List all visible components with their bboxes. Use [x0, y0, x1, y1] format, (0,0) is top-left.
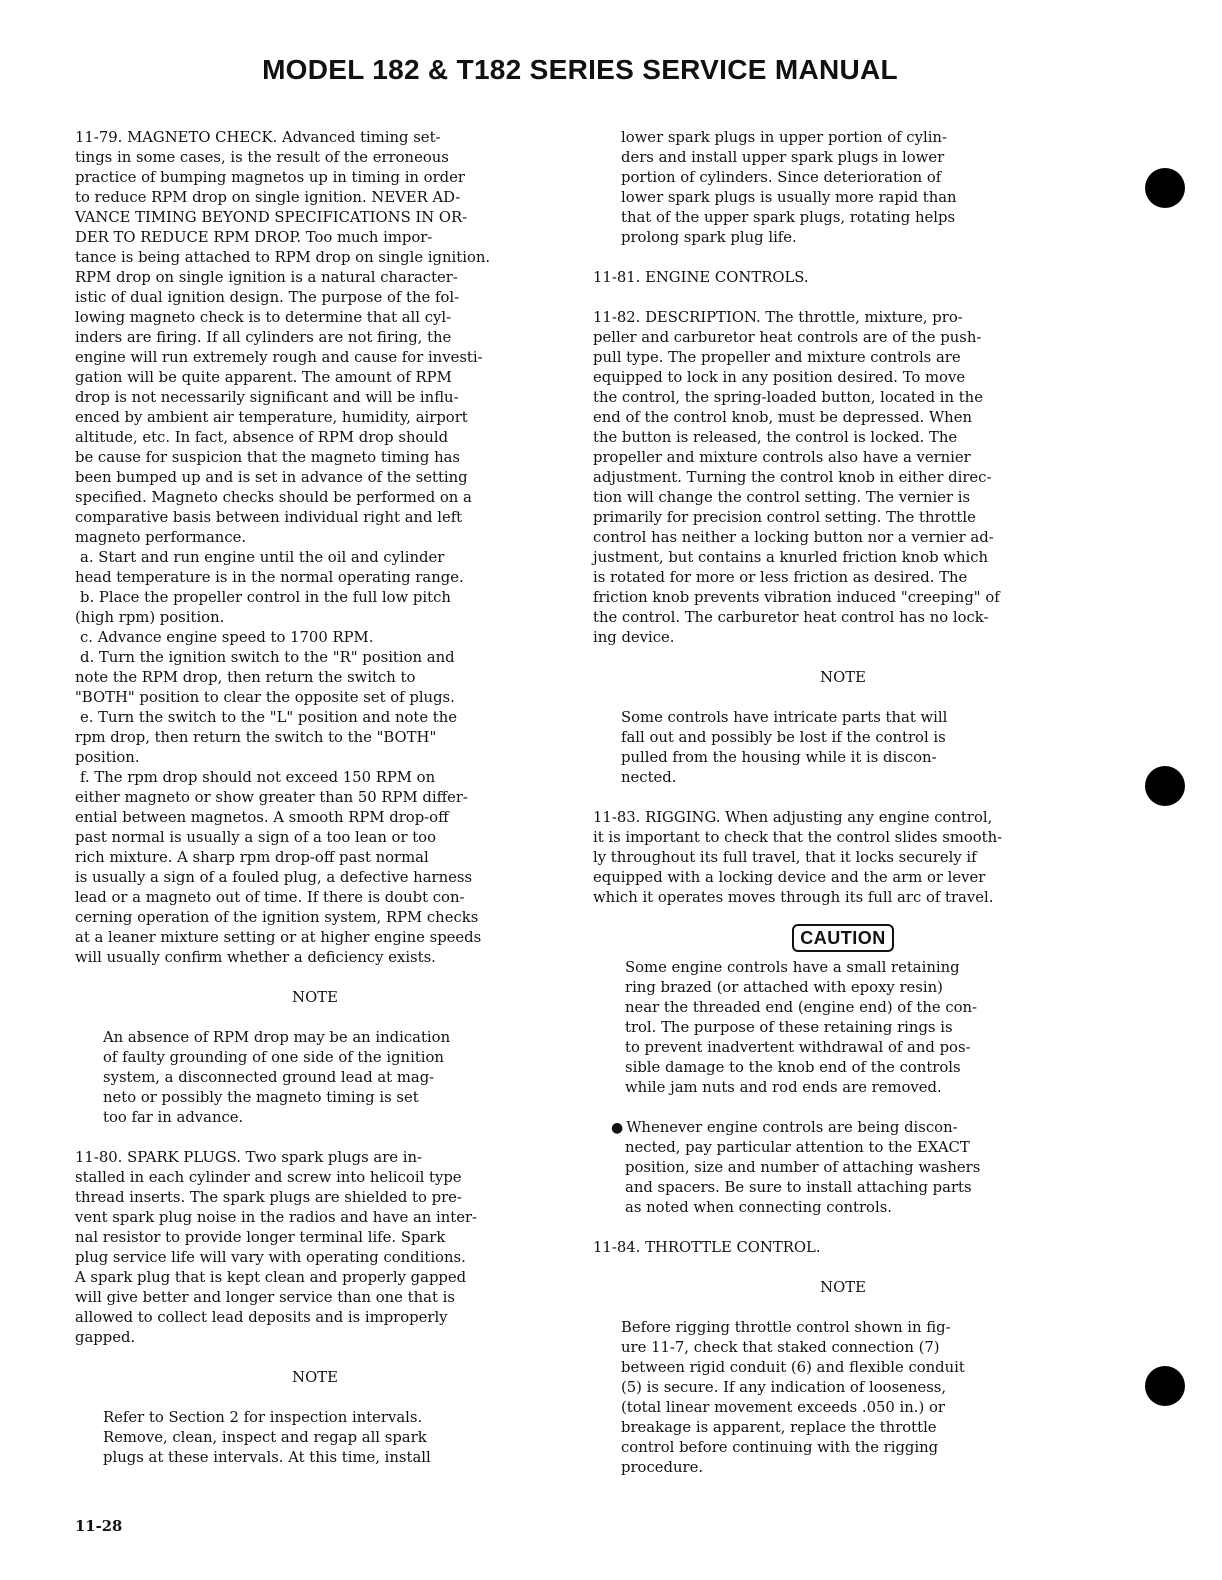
- text-line: peller and carburetor heat controls are of the push-: [593, 329, 982, 346]
- text-line: magneto performance.: [75, 529, 247, 546]
- text-line: tance is being attached to RPM drop on single ignition.: [75, 249, 491, 266]
- text-line: 11-79. MAGNETO CHECK. Advanced timing set-: [75, 129, 441, 146]
- text-line: it is important to check that the control slides smooth-: [593, 829, 1003, 846]
- note-heading: NOTE: [292, 989, 338, 1006]
- text-line: be cause for suspicion that the magneto timing has: [75, 449, 461, 466]
- text-line: tion will change the control setting. The vernier is: [593, 489, 971, 506]
- text-line: inders are firing. If all cylinders are not firing, the: [75, 329, 452, 346]
- bullet-text: Whenever engine controls are being discon-: [626, 1119, 958, 1136]
- note-line: Before rigging throttle control shown in fig-: [621, 1319, 951, 1336]
- text-line: which it operates moves through its full arc of travel.: [593, 889, 994, 906]
- caution-line: near the threaded end (engine end) of the con-: [625, 999, 978, 1016]
- text-line: A spark plug that is kept clean and properly gapped: [75, 1269, 467, 1286]
- step-line: c. Advance engine speed to 1700 RPM.: [80, 629, 374, 646]
- text-line: comparative basis between individual right and left: [75, 509, 463, 526]
- text-line: ly throughout its full travel, that it locks securely if: [593, 849, 977, 866]
- text-line: DER TO REDUCE RPM DROP. Too much impor-: [75, 229, 433, 246]
- text-line: enced by ambient air temperature, humidity, airport: [75, 409, 468, 426]
- step-line: rpm drop, then return the switch to the "BOTH": [75, 729, 437, 746]
- text-line: altitude, etc. In fact, absence of RPM drop should: [75, 429, 449, 446]
- text-line: 11-82. DESCRIPTION. The throttle, mixture, pro-: [593, 309, 963, 326]
- text-line: 11-83. RIGGING. When adjusting any engine control,: [593, 809, 993, 826]
- caution-retaining-ring: [593, 958, 1093, 1098]
- text-line: control has neither a locking button nor a vernier ad-: [593, 529, 994, 546]
- text-line: stalled in each cylinder and screw into helicoil type: [75, 1169, 462, 1186]
- step-line: e. Turn the switch to the "L" position and note the: [80, 709, 458, 726]
- step-line: d. Turn the ignition switch to the "R" position and: [80, 649, 455, 666]
- note-line: lower spark plugs in upper portion of cylin-: [621, 129, 947, 146]
- note-heading: NOTE: [292, 1369, 338, 1386]
- text-line: will give better and longer service than one that is: [75, 1289, 455, 1306]
- note-line: Refer to Section 2 for inspection intervals.: [103, 1409, 423, 1426]
- caution-line: to prevent inadvertent withdrawal of and pos-: [625, 1039, 971, 1056]
- note-line: between rigid conduit (6) and flexible conduit: [621, 1359, 965, 1376]
- page-title: MODEL 182 & T182 SERIES SERVICE MANUAL: [262, 54, 898, 85]
- left-column: [75, 128, 555, 1468]
- note-inspection-intervals-continued: [593, 128, 1093, 248]
- magneto-check-steps: [75, 548, 555, 968]
- caution-label: CAUTION: [792, 924, 894, 952]
- step-line: rich mixture. A sharp rpm drop-off past normal: [75, 849, 429, 866]
- text-line: plug service life will vary with operating conditions.: [75, 1249, 466, 1266]
- step-line: is usually a sign of a fouled plug, a defective harness: [75, 869, 473, 886]
- binder-hole-top: [1145, 168, 1185, 208]
- section-heading-11-81: 11-81. ENGINE CONTROLS.: [593, 269, 809, 286]
- step-line: head temperature is in the normal operating range.: [75, 569, 464, 586]
- step-line: note the RPM drop, then return the switch to: [75, 669, 416, 686]
- step-line: at a leaner mixture setting or at higher engine speeds: [75, 929, 482, 946]
- bullet-icon: ●: [611, 1120, 624, 1136]
- caution-line: while jam nuts and rod ends are removed.: [625, 1079, 942, 1096]
- step-line: will usually confirm whether a deficiency exists.: [75, 949, 436, 966]
- text-line: been bumped up and is set in advance of the setting: [75, 469, 468, 486]
- text-line: adjustment. Turning the control knob in either direc-: [593, 469, 992, 486]
- bullet-line: and spacers. Be sure to install attaching parts: [625, 1179, 972, 1196]
- text-line: justment, but contains a knurled friction knob which: [593, 549, 989, 566]
- text-line: equipped to lock in any position desired. To move: [593, 369, 966, 386]
- note-line: lower spark plugs is usually more rapid than: [621, 189, 957, 206]
- note-line: procedure.: [621, 1459, 704, 1476]
- step-line: position.: [75, 749, 140, 766]
- step-line: past normal is usually a sign of a too lean or too: [75, 829, 436, 846]
- paragraph-11-79-magneto-check: [75, 128, 555, 548]
- text-line: 11-80. SPARK PLUGS. Two spark plugs are in-: [75, 1149, 423, 1166]
- text-line: thread inserts. The spark plugs are shielded to pre-: [75, 1189, 462, 1206]
- paragraph-11-80-spark-plugs: [75, 1148, 555, 1348]
- note-heading: NOTE: [820, 1279, 866, 1296]
- step-line: cerning operation of the ignition system, RPM checks: [75, 909, 479, 926]
- note-line: An absence of RPM drop may be an indication: [103, 1029, 451, 1046]
- paragraph-11-82-description: [593, 308, 1093, 648]
- note-line: ders and install upper spark plugs in lower: [621, 149, 945, 166]
- text-line: the control, the spring-loaded button, located in the: [593, 389, 983, 406]
- note-line: Remove, clean, inspect and regap all spark: [103, 1429, 427, 1446]
- section-heading-11-84: 11-84. THROTTLE CONTROL.: [593, 1239, 821, 1256]
- text-line: is rotated for more or less friction as desired. The: [593, 569, 968, 586]
- note-line: (total linear movement exceeds .050 in.) or: [621, 1399, 945, 1416]
- step-line: ential between magnetos. A smooth RPM drop-off: [75, 809, 449, 826]
- step-line: f. The rpm drop should not exceed 150 RPM on: [80, 769, 436, 786]
- caution-line: Some engine controls have a small retaining: [625, 959, 960, 976]
- note-line: prolong spark plug life.: [621, 229, 797, 246]
- note-line: pulled from the housing while it is discon-: [621, 749, 937, 766]
- note-inspection-intervals: [75, 1408, 555, 1468]
- text-line: equipped with a locking device and the arm or lever: [593, 869, 986, 886]
- bullet-line: as noted when connecting controls.: [625, 1199, 892, 1216]
- note-line: system, a disconnected ground lead at mag-: [103, 1069, 435, 1086]
- right-column: [593, 128, 1093, 1478]
- step-line: a. Start and run engine until the oil and cylinder: [80, 549, 445, 566]
- bullet-disconnect-controls: [593, 1118, 1093, 1218]
- note-line: that of the upper spark plugs, rotating helps: [621, 209, 956, 226]
- text-line: allowed to collect lead deposits and is improperly: [75, 1309, 448, 1326]
- text-line: drop is not necessarily significant and will be influ-: [75, 389, 459, 406]
- text-line: gapped.: [75, 1329, 136, 1346]
- text-line: practice of bumping magnetos up in timing in order: [75, 169, 465, 186]
- note-line: fall out and possibly be lost if the control is: [621, 729, 946, 746]
- text-line: propeller and mixture controls also have a vernier: [593, 449, 971, 466]
- text-line: end of the control knob, must be depressed. When: [593, 409, 972, 426]
- page-number: 11-28: [75, 1518, 123, 1535]
- note-line: nected.: [621, 769, 677, 786]
- binder-hole-bottom: [1145, 1366, 1185, 1406]
- text-line: lowing magneto check is to determine that all cyl-: [75, 309, 452, 326]
- note-heading: NOTE: [820, 669, 866, 686]
- text-line: to reduce RPM drop on single ignition. NEVER AD-: [75, 189, 461, 206]
- note-intricate-parts: [593, 708, 1093, 788]
- bullet-line: nected, pay particular attention to the EXACT: [625, 1139, 970, 1156]
- text-line: friction knob prevents vibration induced "creeping" of: [593, 589, 1000, 606]
- note-line: (5) is secure. If any indication of looseness,: [621, 1379, 947, 1396]
- text-line: nal resistor to provide longer terminal life. Spark: [75, 1229, 446, 1246]
- note-throttle-rigging: [593, 1318, 1093, 1478]
- binder-hole-middle: [1145, 766, 1185, 806]
- note-line: breakage is apparent, replace the throttle: [621, 1419, 937, 1436]
- caution-line: sible damage to the knob end of the controls: [625, 1059, 961, 1076]
- text-line: RPM drop on single ignition is a natural character-: [75, 269, 458, 286]
- note-line: ure 11-7, check that staked connection (7): [621, 1339, 940, 1356]
- step-line: lead or a magneto out of time. If there is doubt con-: [75, 889, 465, 906]
- text-line: tings in some cases, is the result of the erroneous: [75, 149, 449, 166]
- note-line: too far in advance.: [103, 1109, 244, 1126]
- text-line: gation will be quite apparent. The amount of RPM: [75, 369, 452, 386]
- text-line: primarily for precision control setting. The throttle: [593, 509, 976, 526]
- bullet-line: position, size and number of attaching washers: [625, 1159, 981, 1176]
- step-line: (high rpm) position.: [75, 609, 225, 626]
- text-line: VANCE TIMING BEYOND SPECIFICATIONS IN OR-: [75, 209, 468, 226]
- paragraph-11-83-rigging: [593, 808, 1093, 908]
- text-line: vent spark plug noise in the radios and have an inter-: [75, 1209, 478, 1226]
- note-line: portion of cylinders. Since deterioration of: [621, 169, 942, 186]
- note-rpm-drop: [75, 1028, 555, 1128]
- text-line: the button is released, the control is locked. The: [593, 429, 958, 446]
- step-line: either magneto or show greater than 50 RPM differ-: [75, 789, 468, 806]
- note-line: plugs at these intervals. At this time, install: [103, 1449, 431, 1466]
- bullet-line: [593, 1118, 1093, 1138]
- note-line: neto or possibly the magneto timing is set: [103, 1089, 419, 1106]
- caution-line: ring brazed (or attached with epoxy resin): [625, 979, 943, 996]
- text-line: pull type. The propeller and mixture controls are: [593, 349, 961, 366]
- note-line: of faulty grounding of one side of the ignition: [103, 1049, 444, 1066]
- step-line: b. Place the propeller control in the full low pitch: [80, 589, 451, 606]
- note-line: Some controls have intricate parts that will: [621, 709, 948, 726]
- text-line: engine will run extremely rough and cause for investi-: [75, 349, 483, 366]
- text-line: ing device.: [593, 629, 675, 646]
- step-line: "BOTH" position to clear the opposite set of plugs.: [75, 689, 455, 706]
- note-line: control before continuing with the rigging: [621, 1439, 939, 1456]
- caution-line: trol. The purpose of these retaining rings is: [625, 1019, 953, 1036]
- text-line: istic of dual ignition design. The purpose of the fol-: [75, 289, 460, 306]
- text-line: the control. The carburetor heat control has no lock-: [593, 609, 989, 626]
- caution-banner: [593, 922, 1093, 958]
- text-line: specified. Magneto checks should be performed on a: [75, 489, 472, 506]
